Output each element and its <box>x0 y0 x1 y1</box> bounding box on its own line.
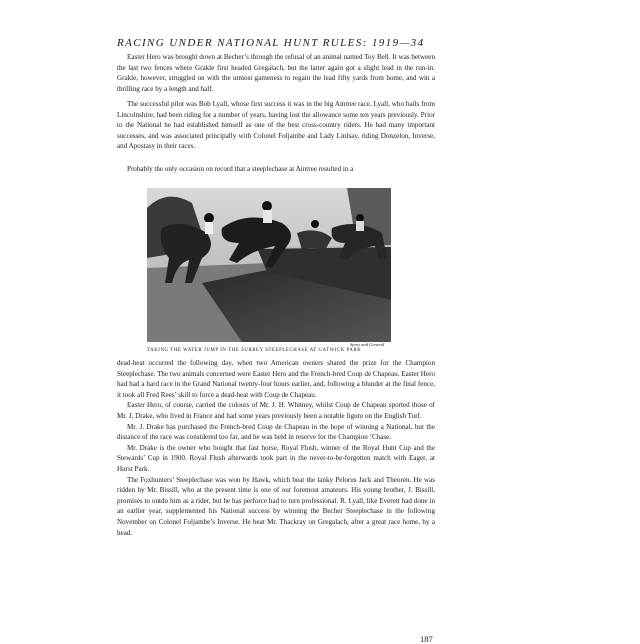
photo-credit: Sport and General <box>350 342 385 347</box>
paragraph-easter-hero: Easter Hero was brought down at Becher’s through the refusal of an animal named Toy Bell. It was between the last two fences where Grakle first headed Gregalach, but the latter again got a slight lead in the run-in. Grakle, however, struggled on with the utmost gameness to regain the lead fifty yards from home, and win a thrilling race by a length and half. <box>117 53 435 93</box>
photo-caption: TAKING THE WATER JUMP IN THE SURREY STEEPLECHASE AT GATWICK PARK <box>147 348 362 353</box>
paragraph-dead-heat: dead-heat occurred the following day, when two American owners shared the prize for the Champion Steeplechase. The two animals concerned were Easter Hero and the French-bred Coup de Chapeau. Easter Hero had had a hard race in the Grand National twenty-four hours earlier, and, following a blunder at the final fence, it took all Fred Rees’ skill to force a dead-heat with Coup de Chapeau. <box>117 359 435 399</box>
page-number: 187 <box>420 634 433 644</box>
paragraph-dead-heat-intro: Probably the only occasion on record that a steeplechase at Aintree resulted in a <box>127 165 354 173</box>
water-jump-illustration <box>147 188 391 342</box>
steeplechase-photo <box>147 188 391 342</box>
running-header: RACING UNDER NATIONAL HUNT RULES: 1919—34 <box>117 37 425 49</box>
paragraph-colours: Easter Hero, of course, carried the colours of Mr. J. H. Whitney, whilst Coup de Chapeau sported those of Mr. J. Drake, who lived in France and had some years previously been a notable figure on the English Turf. <box>117 401 435 420</box>
paragraph-bob-lyall: The successful pilot was Bob Lyall, whose first success it was in the big Aintree race. Lyall, who hails from Lincolnshire, had been riding for a number of years, having lost the allowance some ten years previously. Prior to the National he had established himself as one of the best cross-country riders. He had many important successes, and was associated principally with Colonel Foljambe and Lady Linlsay, riding Donzelon, Inverse, and Apostasy in their races. <box>117 100 435 151</box>
paragraph-drake: Mr. J. Drake has purchased the French-bred Coup de Chapeau in the hope of winning a National, but the distance of the race was considered too far, and he was held in reserve for the Champion ’Chase. <box>117 422 435 442</box>
paragraph-foxhunters: The Foxhunters’ Steeplechase was won by Hawk, which beat the lanky Pelorus Jack and Theoren. He was ridden by Mr. Bissill, who at the present time is one of our foremost amateurs. His young brother, J. Bissill, promises to outdo him as a rider, but he has perforce had to turn professional. R. Lyall, like Everett had done in an earlier year, supplemented his National success by winning the Becher Steeplechase in the following November on Colonel Foljambe’s Inverse. He beat Mr. Thackray on Gregalach, after a great race home, by a head. <box>117 475 435 537</box>
paragraph-royal-flush: Mr. Drake is the owner who bought that fast horse, Royal Flush, winner of the Royal Hunt Cup and the Stewards’ Cup in 1900. Royal Flush afterwards took part in the never-to-be-forgotten match with Eager, at Hurst Park. <box>117 443 435 473</box>
lower-text-block <box>117 358 435 538</box>
